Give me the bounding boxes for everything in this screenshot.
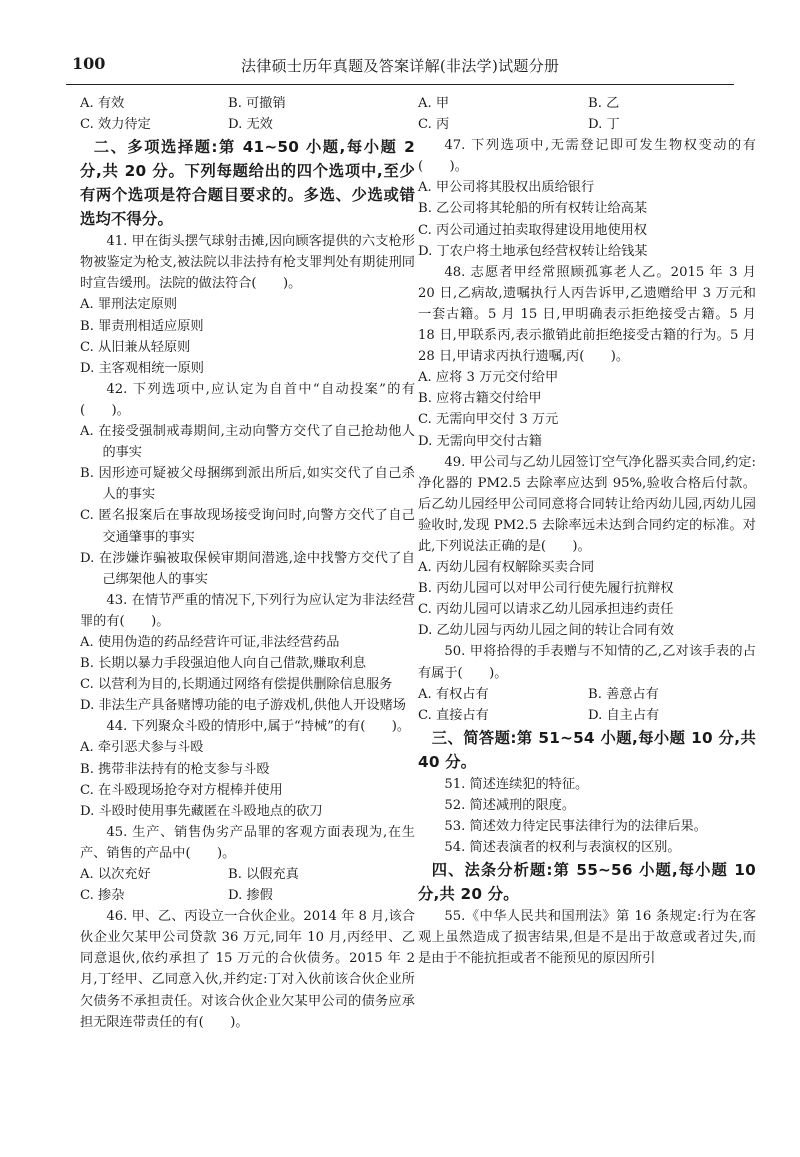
- q45-option-d[interactable]: D. 掺假: [228, 888, 273, 904]
- q41-option-a[interactable]: A. 罪刑法定原则: [80, 297, 178, 313]
- page-header: [66, 54, 734, 85]
- q40-option-c[interactable]: C. 效力待定: [80, 117, 151, 133]
- left-column: [80, 93, 415, 1033]
- q45-option-b[interactable]: B. 以假充真: [228, 867, 299, 882]
- q49-option-a[interactable]: A. 丙幼儿园有权解除买卖合同: [418, 560, 595, 576]
- q50-option-d[interactable]: D. 自主占有: [588, 707, 660, 723]
- question-53: 53. 简述效力待定民事法律行为的法律后果。: [444, 819, 707, 834]
- q49-option-b[interactable]: B. 丙幼儿园可以对甲公司行使先履行抗辩权: [418, 581, 674, 597]
- q43-option-a[interactable]: A. 使用伪造的药品经营许可证,非法经营药品: [80, 634, 340, 650]
- q49-option-c[interactable]: C. 丙幼儿园可以请求乙幼儿园承担违约责任: [418, 602, 674, 618]
- q43-option-b[interactable]: B. 长期以暴力手段强迫他人向自己借款,赚取利息: [80, 656, 367, 672]
- section-heading-multiple-choice: 二、多项选择题:第 41~50 小题,每小题 2 分,共 20 分。下列每题给出的四个选项中,至少有两个选项是符合题目要求的。多选、少选或错选均不得分。: [80, 138, 415, 229]
- q50-option-b[interactable]: B. 善意占有: [588, 686, 659, 702]
- q50-options-row-1: [418, 684, 756, 705]
- question-45-stem: 45. 生产、销售伪劣产品罪的客观方面表现为,在生产、销售的产品中( )。: [80, 824, 415, 861]
- q43-option-d[interactable]: D. 非法生产具备赌博功能的电子游戏机,供他人开设赌场: [80, 698, 406, 714]
- question-44-stem: 44. 下列聚众斗殴的情形中,属于“持械”的有( )。: [106, 719, 411, 735]
- q44-option-d[interactable]: D. 斗殴时使用事先藏匿在斗殴地点的砍刀: [80, 803, 323, 819]
- question-55-stem: 55.《中华人民共和国刑法》第 16 条规定:行为在客观上虽然造成了损害结果,但是不是出于故意或者过失,而是由于不能抗拒或者不能预见的原因所引: [418, 909, 756, 967]
- q46-option-a[interactable]: A. 甲: [418, 96, 450, 111]
- q46-option-d[interactable]: D. 丁: [588, 117, 620, 133]
- q45-option-a[interactable]: A. 以次充好: [80, 867, 151, 882]
- q47-option-c[interactable]: C. 丙公司通过拍卖取得建设用地使用权: [418, 222, 648, 238]
- q49-option-d[interactable]: D. 乙幼儿园与丙幼儿园之间的转让合同有效: [418, 623, 674, 639]
- q41-option-d[interactable]: D. 主客观相统一原则: [80, 360, 204, 376]
- q40-options-row-1: [80, 93, 415, 114]
- right-column: [418, 93, 756, 969]
- question-41-stem: 41. 甲在街头摆气球射击摊,因向顾客提供的六支枪形物被鉴定为枪支,被法院以非法持有枪支罪判处有期徒刑同时宣告缓刑。法院的做法符合( )。: [80, 234, 415, 292]
- question-47-stem: 47. 下列选项中,无需登记即可发生物权变动的有( )。: [418, 138, 756, 175]
- q46-options-row-1: [418, 93, 756, 114]
- q45-option-c[interactable]: C. 掺杂: [80, 888, 125, 904]
- question-42-stem: 42. 下列选项中,应认定为自首中“自动投案”的有( )。: [80, 381, 415, 418]
- q48-option-d[interactable]: D. 无需向甲交付古籍: [418, 433, 542, 449]
- q48-option-b[interactable]: B. 应将古籍交付给甲: [418, 391, 542, 407]
- q43-option-c[interactable]: C. 以营利为目的,长期通过网络有偿提供删除信息服务: [80, 677, 393, 693]
- running-title: 法律硕士历年真题及答案详解(非法学)试题分册: [241, 57, 560, 75]
- q47-option-a[interactable]: A. 甲公司将其股权出质给银行: [418, 180, 595, 196]
- question-48-stem: 48. 志愿者甲经常照顾孤寡老人乙。2015 年 3 月 20 日,乙病故,遗嘱执行人丙告诉甲,乙遗赠给甲 3 万元和一套古籍。5 月 15 日,甲明确表示拒绝接受古籍。5 月 18 日,甲联系丙,表示撤销此前拒绝接受古籍的行为。5 月 28 日,甲请求丙执行遗嘱,丙( )。: [418, 264, 756, 365]
- q48-option-a[interactable]: A. 应将 3 万元交付给甲: [418, 370, 559, 386]
- page-number: 100: [72, 54, 106, 73]
- q50-option-a[interactable]: A. 有权占有: [418, 686, 489, 702]
- q45-options-row-1: [80, 864, 415, 885]
- q46-options-row-2: [418, 114, 756, 135]
- q41-option-b[interactable]: B. 罪责刑相适应原则: [80, 318, 204, 334]
- q42-option-a[interactable]: A. 在接受强制戒毒期间,主动向警方交代了自己抢劫他人的事实: [80, 424, 415, 461]
- q50-options-row-2: [418, 705, 756, 726]
- q47-option-d[interactable]: D. 丁农户将土地承包经营权转让给钱某: [418, 243, 648, 259]
- q42-option-d[interactable]: D. 在涉嫌诈骗被取保候审期间潜逃,途中找警方交代了自己绑架他人的事实: [80, 550, 415, 587]
- q42-option-b[interactable]: B. 因形迹可疑被父母捆绑到派出所后,如实交代了自己杀人的事实: [80, 466, 415, 503]
- question-49-stem: 49. 甲公司与乙幼儿园签订空气净化器买卖合同,约定:净化器的 PM2.5 去除率应达到 95%,验收合格后付款。后乙幼儿园经甲公司同意将合同转让给丙幼儿园,丙幼儿园验收时,发现 PM2.5 去除率远未达到合同约定的标准。对此,下列说法正确的是( )。: [418, 454, 756, 554]
- q46-option-b[interactable]: B. 乙: [588, 96, 620, 111]
- q40-option-a[interactable]: A. 有效: [80, 96, 125, 111]
- q40-option-b[interactable]: B. 可撤销: [228, 96, 286, 111]
- section-heading-statute-analysis: 四、法条分析题:第 55~56 小题,每小题 10 分,共 20 分。: [418, 861, 756, 904]
- q44-option-a[interactable]: A. 牵引恶犬参与斗殴: [80, 740, 204, 756]
- q44-option-c[interactable]: C. 在斗殴现场抢夺对方棍棒并使用: [80, 782, 283, 798]
- q45-options-row-2: [80, 885, 415, 906]
- section-heading-short-answer: 三、简答题:第 51~54 小题,每小题 10 分,共 40 分。: [418, 728, 756, 771]
- question-46-stem: 46. 甲、乙、丙设立一合伙企业。2014 年 8 月,该合伙企业欠某甲公司贷款 36 万元,同年 10 月,丙经甲、乙同意退伙,依约承担了 15 万元的合伙债务。2015 年 2 月,丁经甲、乙同意入伙,并约定:丁对入伙前该合伙企业所欠债务不承担责任。对该合伙企业欠某甲公司的债务应承担无限连带责任的有( )。: [80, 909, 415, 1030]
- q40-options-row-2: [80, 114, 415, 135]
- q50-option-c[interactable]: C. 直接占有: [418, 707, 489, 723]
- question-51: 51. 简述连续犯的特征。: [444, 776, 589, 792]
- q48-option-c[interactable]: C. 无需向甲交付 3 万元: [418, 412, 559, 428]
- question-43-stem: 43. 在情节严重的情况下,下列行为应认定为非法经营罪的有( )。: [80, 592, 415, 629]
- q46-option-c[interactable]: C. 丙: [418, 117, 450, 133]
- q44-option-b[interactable]: B. 携带非法持有的枪支参与斗殴: [80, 761, 270, 777]
- question-52: 52. 简述减刑的限度。: [444, 797, 576, 813]
- q40-option-d[interactable]: D. 无效: [228, 117, 273, 133]
- question-54: 54. 简述表演者的权利与表演权的区别。: [444, 840, 681, 856]
- q47-option-b[interactable]: B. 乙公司将其轮船的所有权转让给高某: [418, 201, 648, 217]
- question-50-stem: 50. 甲将拾得的手表赠与不知情的乙,乙对该手表的占有属于( )。: [418, 644, 756, 681]
- q41-option-c[interactable]: C. 从旧兼从轻原则: [80, 339, 191, 355]
- q42-option-c[interactable]: C. 匿名报案后在事故现场接受询问时,向警方交代了自己交通肇事的事实: [80, 508, 415, 545]
